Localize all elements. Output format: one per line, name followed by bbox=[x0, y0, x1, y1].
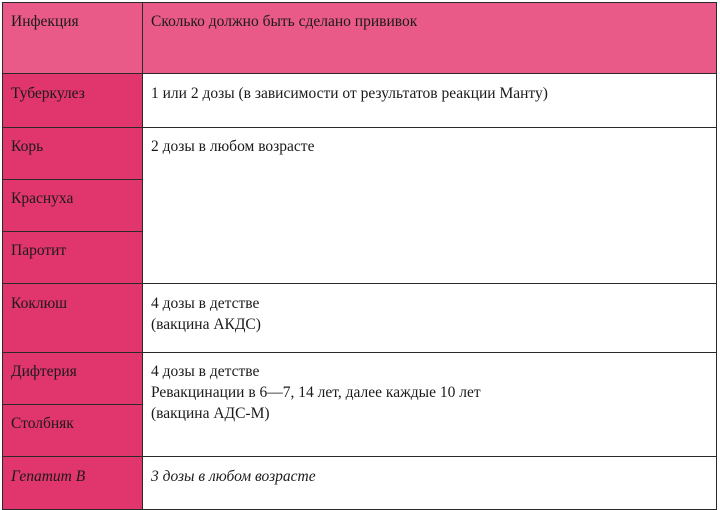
infection-measles: Корь bbox=[3, 128, 143, 180]
table-row bbox=[3, 284, 717, 353]
header-infection: Инфекция bbox=[3, 3, 143, 74]
doses-tuberculosis bbox=[143, 74, 717, 128]
doses-line: Ревакцинации в 6—7, 14 лет, далее каждые 10 лет bbox=[151, 384, 481, 401]
doses-diphtheria-tetanus bbox=[143, 353, 717, 457]
doses-line: (вакцина АДС-М) bbox=[151, 405, 270, 422]
doses-line: 2 дозы в любом возрасте bbox=[151, 138, 315, 155]
table-row bbox=[3, 457, 717, 510]
infection-mumps: Паротит bbox=[3, 232, 143, 284]
infection-rubella: Краснуха bbox=[3, 180, 143, 232]
doses-hepatitis-b bbox=[143, 457, 717, 510]
doses-line: 1 или 2 дозы (в зависимости от результатов реакции Манту) bbox=[151, 85, 548, 102]
doses-line: 4 дозы в детстве bbox=[151, 295, 260, 312]
infection-tetanus: Столбняк bbox=[3, 405, 143, 457]
infection-tuberculosis: Туберкулез bbox=[3, 74, 143, 128]
doses-line: 3 дозы в любом возрасте bbox=[151, 468, 316, 485]
table-row bbox=[3, 74, 717, 128]
table-row bbox=[3, 128, 717, 180]
header-doses: Сколько должно быть сделано прививок bbox=[143, 3, 717, 74]
infection-diphtheria: Дифтерия bbox=[3, 353, 143, 405]
doses-line: (вакцина АКДС) bbox=[151, 316, 261, 333]
table-header-row bbox=[3, 3, 717, 74]
vaccination-table bbox=[2, 2, 717, 510]
infection-pertussis: Коклюш bbox=[3, 284, 143, 353]
doses-line: 4 дозы в детстве bbox=[151, 363, 260, 380]
table-row bbox=[3, 353, 717, 405]
doses-pertussis bbox=[143, 284, 717, 353]
infection-hepatitis-b: Гепатит В bbox=[3, 457, 143, 510]
doses-measles-rubella-mumps bbox=[143, 128, 717, 284]
